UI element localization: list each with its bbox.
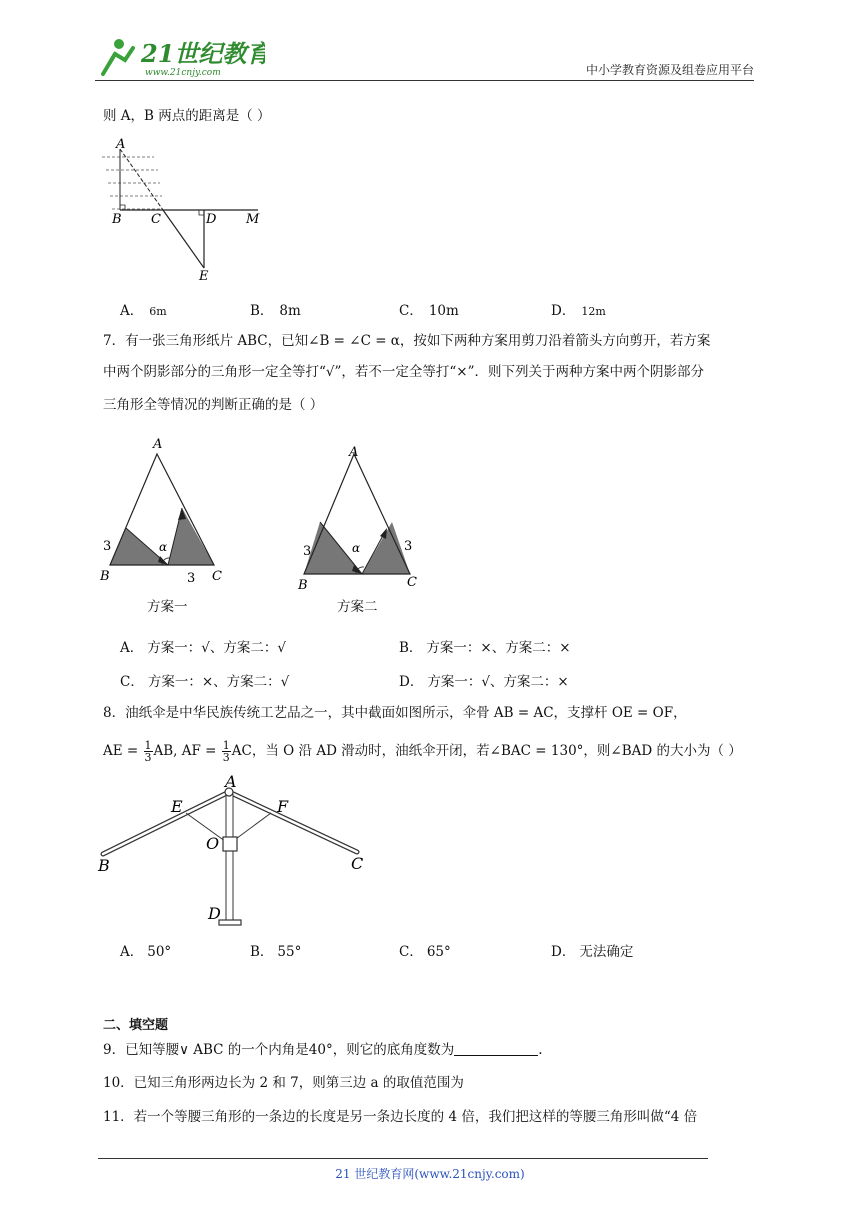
q7-option-b[interactable]: B． 方案一：×、方案二：× [399, 640, 571, 656]
q8-line2: AE = $\frac{1}{3}$ AB, AF = $\frac{1}{3}$ AC，当 O 沿 AD 滑动时，油纸伞开闭，若∠BAC = 130°，则∠BAD 的大小为（ ） [103, 739, 742, 764]
logo-text: 21世纪教育 [141, 39, 265, 68]
footer-divider [98, 1158, 708, 1159]
header-platform-text: 中小学教育资源及组卷应用平台 [585, 63, 754, 77]
fig7b-label-a: A [349, 445, 359, 460]
q8-fraction-2: $\frac{1}{3}$ [222, 739, 230, 764]
q9-text: 9．已知等腰∨ ABC 的一个内角是40°，则它的底角度数为 . [103, 1042, 543, 1058]
fig8-label-c: C [351, 854, 364, 873]
fig7a-bottom-num: 3 [187, 571, 196, 586]
q7-figure-1 [98, 432, 238, 596]
fig8-label-o: O [206, 834, 220, 853]
q7-line1: 7．有一张三角形纸片 ABC，已知∠B = ∠C = α，按如下两种方案用剪刀沿着箭头方向剪开，若方案 [103, 333, 711, 349]
fig6-label-a: A [116, 137, 126, 152]
section-title-fill-blank: 二、填空题 [103, 1018, 169, 1033]
header-divider [95, 80, 754, 81]
fig7b-left-num: 3 [303, 544, 312, 559]
q6-option-b[interactable]: B． 8m [250, 303, 301, 319]
fig7a-left-num: 3 [103, 539, 112, 554]
q10-text: 10．已知三角形两边长为 2 和 7，则第三边 a 的取值范围为 [103, 1075, 464, 1091]
q11-text: 11．若一个等腰三角形的一条边的长度是另一条边长度的 4 倍，我们把这样的等腰三角形叫做“4 倍 [103, 1109, 698, 1125]
fig8-label-e: E [171, 797, 183, 816]
q6-option-a[interactable]: A． 6m [120, 303, 167, 319]
q8-line1: 8．油纸伞是中华民族传统工艺品之一，其中截面如图所示，伞骨 AB = AC，支撑杆 OE = OF， [103, 705, 687, 721]
q7-caption-2: 方案二 [337, 599, 378, 615]
fig8-label-b: B [98, 856, 110, 875]
q6-figure [98, 135, 278, 289]
q8-option-b[interactable]: B． 55° [250, 944, 302, 960]
fig6-label-b: B [112, 212, 122, 227]
fig7a-label-c: C [212, 569, 222, 584]
q6-stem: 则 A，B 两点的距离是（ ） [103, 108, 271, 124]
fig7a-label-b: B [100, 569, 110, 584]
footer-link[interactable]: 21 世纪教育网(www.21cnjy.com) [335, 1167, 525, 1181]
fig6-label-c: C [151, 212, 161, 227]
fig6-label-e: E [199, 269, 209, 284]
fig8-label-f: F [277, 797, 289, 816]
fig7a-label-a: A [153, 437, 163, 452]
q6-option-c[interactable]: C． 10m [399, 303, 459, 319]
q7-option-a[interactable]: A． 方案一：√、方案二：√ [120, 640, 286, 656]
q7-figure-2 [292, 432, 432, 596]
q7-option-d[interactable]: D． 方案一：√、方案二：× [399, 674, 569, 690]
logo-url: www.21cnjy.com [145, 68, 221, 78]
q8-option-a[interactable]: A． 50° [120, 944, 172, 960]
fig8-label-a: A [225, 772, 237, 791]
fig7b-right-num: 3 [404, 539, 413, 554]
site-logo [95, 34, 265, 78]
q8-fraction-1: $\frac{1}{3}$ [144, 739, 152, 764]
q7-option-c[interactable]: C． 方案一：×、方案二：√ [120, 674, 290, 690]
q7-line3: 三角形全等情况的判断正确的是（ ） [103, 397, 324, 413]
q8-option-c[interactable]: C． 65° [399, 944, 451, 960]
fig7b-label-b: B [298, 578, 308, 592]
q7-line2: 中两个阴影部分的三角形一定全等打“√”，若不一定全等打“×”．则下列关于两种方案中两个阴影部分 [103, 364, 705, 380]
fig7b-label-c: C [407, 575, 417, 590]
q8-option-d[interactable]: D． 无法确定 [551, 944, 634, 960]
fig6-label-m: M [246, 212, 260, 227]
q7-caption-1: 方案一 [147, 599, 188, 615]
q8-umbrella-figure [95, 772, 385, 936]
fig7b-alpha: α [352, 541, 361, 555]
q9-answer-blank[interactable] [454, 1041, 538, 1056]
fig7a-alpha: α [159, 540, 168, 554]
fig8-label-d: D [208, 904, 221, 923]
fig6-label-d: D [206, 212, 217, 227]
q6-option-d[interactable]: D． 12m [551, 303, 606, 319]
